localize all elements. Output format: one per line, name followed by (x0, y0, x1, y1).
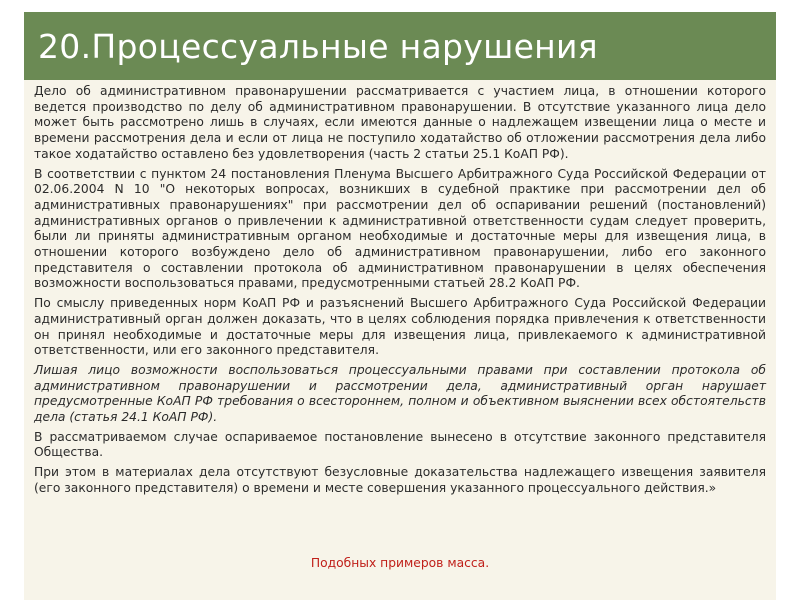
title-bar (24, 12, 776, 80)
footer-note: Подобных примеров масса. (310, 556, 490, 570)
slide-body (24, 80, 776, 600)
paragraph-4: Лишая лицо возможности воспользоваться процессуальными правами при составлении протокола об административном правонарушении и рассмотрении дела, административный орган нарушает предусмотренные КоАП РФ требования о всестороннем, полном и объективном выяснении всех обстоятельств дела (статья 24.1 КоАП РФ). (34, 362, 766, 425)
paragraph-3: По смыслу приведенных норм КоАП РФ и разъяснений Высшего Арбитражного Суда Российской Федерации административный орган должен доказать, что в целях соблюдения порядка привлечения к ответственности он принял необходимые и достаточные меры для извещения лица, привлекаемого к административной ответственности, или его законного представителя. (34, 296, 766, 358)
paragraph-6: При этом в материалах дела отсутствуют безусловные доказательства надлежащего извещения заявителя (его законного представителя) о времени и месте совершения указанного процессуального действия.» (34, 465, 766, 495)
slide-title: 20.Процессуальные нарушения (38, 26, 598, 66)
paragraph-2: В соответствии с пунктом 24 постановления Пленума Высшего Арбитражного Суда Российской Федерации от 02.06.2004 N 10 "О некоторых вопросах, возникших в судебной практике при рассмотрении дел об административных правонарушениях" при рассмотрении дел об оспаривании решений (постановлений) административных органов о привлечении к административной ответственности судам следует проверить, были ли приняты административным органом необходимые и достаточные меры для извещения лица, в отношении которого возбуждено дело об административном правонарушении, либо его законного представителя о составлении протокола об административном правонарушении в целях обеспечения возможности воспользоваться правами, предусмотренными статьей 28.2 КоАП РФ. (34, 166, 766, 291)
paragraph-5: В рассматриваемом случае оспариваемое постановление вынесено в отсутствие законного представителя Общества. (34, 429, 766, 460)
paragraph-1: Дело об административном правонарушении рассматривается с участием лица, в отношении которого ведется производство по делу об административном правонарушении. В отсутствие указанного лица дело может быть рассмотрено лишь в случаях, если имеются данные о надлежащем извещении лица о месте и времени рассмотрения дела и если от лица не поступило ходатайство об отложении рассмотрения дела либо такое ходатайство оставлено без удовлетворения (часть 2 статьи 25.1 КоАП РФ). (34, 84, 766, 161)
